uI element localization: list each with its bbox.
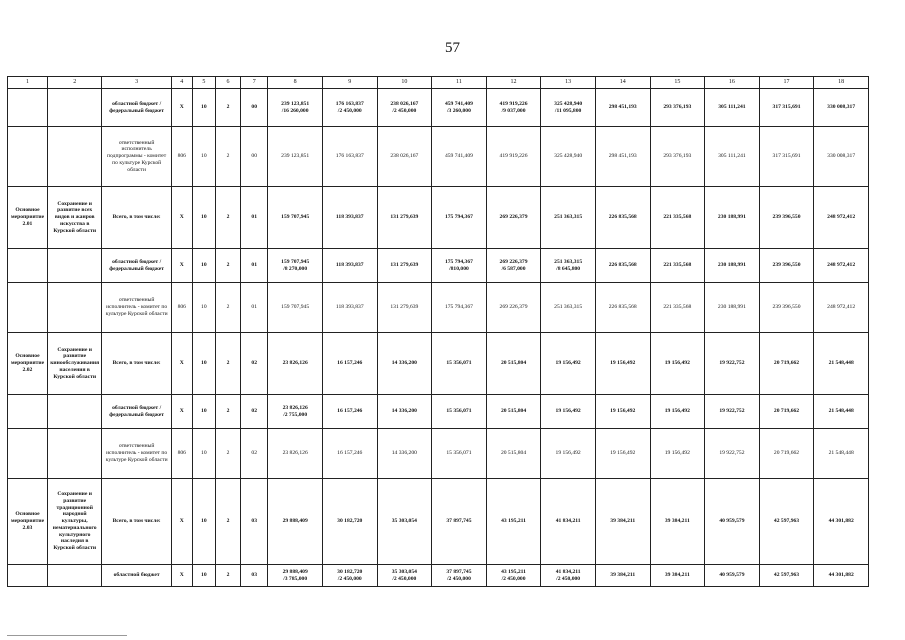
amount-cell: 19 156,492 (541, 429, 596, 479)
code-cell: X (171, 249, 192, 283)
source-cell: областной бюджет (102, 565, 171, 587)
code-cell: 10 (192, 395, 215, 429)
column-header: 6 (215, 77, 240, 89)
code-cell: X (171, 187, 192, 249)
column-header: 17 (759, 77, 814, 89)
amount-cell: 19 156,492 (541, 333, 596, 395)
column-header: 3 (102, 77, 171, 89)
code-cell: 10 (192, 127, 215, 187)
amount-cell: 19 156,492 (595, 429, 650, 479)
amount-cell: 23 826,126 /2 755,000 (268, 395, 323, 429)
amount-cell: 176 163,837 /2 450,000 (322, 89, 377, 127)
code-cell: 2 (215, 429, 240, 479)
amount-cell: 248 972,412 (814, 249, 869, 283)
activity-name-cell (47, 429, 102, 479)
amount-cell: 40 959,579 (705, 565, 760, 587)
amount-cell: 35 303,054 (377, 479, 432, 565)
code-cell: 2 (215, 333, 240, 395)
amount-cell: 317 315,691 (759, 89, 814, 127)
source-cell: Всего, в том числе: (102, 479, 171, 565)
source-cell: Всего, в том числе: (102, 187, 171, 249)
table-row (8, 395, 869, 429)
amount-cell: 251 363,315 /8 645,800 (541, 249, 596, 283)
code-cell: 10 (192, 565, 215, 587)
amount-cell: 230 188,991 (705, 249, 760, 283)
amount-cell: 39 384,211 (650, 479, 705, 565)
amount-cell: 131 279,639 (377, 187, 432, 249)
amount-cell: 39 384,211 (650, 565, 705, 587)
code-cell: X (171, 479, 192, 565)
amount-cell: 175 794,367 (432, 187, 487, 249)
amount-cell: 226 835,568 (595, 283, 650, 333)
amount-cell: 305 111,241 (705, 127, 760, 187)
amount-cell: 419 919,226 (486, 127, 541, 187)
table-row (8, 283, 869, 333)
code-cell: 01 (241, 187, 268, 249)
amount-cell: 23 826,126 (268, 429, 323, 479)
code-cell: 2 (215, 89, 240, 127)
amount-cell: 175 794,367 (432, 283, 487, 333)
amount-cell: 20 515,804 (486, 395, 541, 429)
amount-cell: 269 226,379 /6 587,000 (486, 249, 541, 283)
table-row (8, 187, 869, 249)
amount-cell: 29 888,409 /3 785,000 (268, 565, 323, 587)
code-cell: 00 (241, 89, 268, 127)
amount-cell: 419 919,226 /9 037,000 (486, 89, 541, 127)
amount-cell: 19 156,492 (595, 395, 650, 429)
amount-cell: 20 515,804 (486, 333, 541, 395)
column-header: 9 (322, 77, 377, 89)
amount-cell: 269 226,379 (486, 187, 541, 249)
amount-cell: 15 356,071 (432, 333, 487, 395)
amount-cell: 221 335,568 (650, 187, 705, 249)
code-cell: 2 (215, 249, 240, 283)
amount-cell: 325 428,940 /11 095,800 (541, 89, 596, 127)
amount-cell: 298 451,193 (595, 89, 650, 127)
source-cell: ответственный исполнитель - комитет по культуре Курской области (102, 283, 171, 333)
amount-cell: 21 548,448 (814, 395, 869, 429)
header-row (8, 77, 869, 89)
code-cell: 806 (171, 127, 192, 187)
amount-cell: 251 363,315 (541, 187, 596, 249)
code-cell: 2 (215, 283, 240, 333)
budget-table (7, 76, 869, 587)
table-row (8, 429, 869, 479)
column-header: 12 (486, 77, 541, 89)
code-cell: 10 (192, 283, 215, 333)
amount-cell: 239 123,851 /16 260,000 (268, 89, 323, 127)
amount-cell: 39 384,211 (595, 565, 650, 587)
amount-cell: 305 111,241 (705, 89, 760, 127)
amount-cell: 248 972,412 (814, 283, 869, 333)
amount-cell: 15 356,071 (432, 429, 487, 479)
amount-cell: 251 363,315 (541, 283, 596, 333)
code-cell: 806 (171, 429, 192, 479)
amount-cell: 30 182,720 /2 450,000 (322, 565, 377, 587)
amount-cell: 317 315,691 (759, 127, 814, 187)
page-number: 57 (445, 40, 460, 56)
activity-code-cell (8, 429, 48, 479)
source-cell: ответственный исполнитель подпрограммы - комитет по культуре Курской области (102, 127, 171, 187)
amount-cell: 330 008,317 (814, 89, 869, 127)
column-header: 4 (171, 77, 192, 89)
table-row (8, 127, 869, 187)
source-cell: областной бюджет /федеральный бюджет (102, 89, 171, 127)
amount-cell: 21 548,448 (814, 429, 869, 479)
code-cell: X (171, 333, 192, 395)
amount-cell: 19 922,752 (705, 395, 760, 429)
amount-cell: 19 156,492 (650, 395, 705, 429)
amount-cell: 35 303,054 /2 450,000 (377, 565, 432, 587)
code-cell: 10 (192, 89, 215, 127)
activity-name-cell (47, 395, 102, 429)
column-header: 14 (595, 77, 650, 89)
amount-cell: 44 301,882 (814, 565, 869, 587)
activity-code-cell (8, 395, 48, 429)
footer-rule (7, 635, 127, 636)
amount-cell: 16 157,246 (322, 333, 377, 395)
amount-cell: 248 972,412 (814, 187, 869, 249)
amount-cell: 41 834,211 (541, 479, 596, 565)
activity-name-cell (47, 127, 102, 187)
code-cell: 01 (241, 283, 268, 333)
amount-cell: 459 741,409 /3 260,000 (432, 89, 487, 127)
source-cell: Всего, в том числе: (102, 333, 171, 395)
code-cell: X (171, 395, 192, 429)
amount-cell: 41 834,211 /2 450,000 (541, 565, 596, 587)
column-header: 18 (814, 77, 869, 89)
column-header: 10 (377, 77, 432, 89)
code-cell: 01 (241, 249, 268, 283)
amount-cell: 19 156,492 (541, 395, 596, 429)
code-cell: X (171, 89, 192, 127)
table-row (8, 89, 869, 127)
code-cell: X (171, 565, 192, 587)
amount-cell: 330 008,317 (814, 127, 869, 187)
activity-code-cell (8, 249, 48, 283)
table-row (8, 479, 869, 565)
activity-name-cell: Сохранение и развитие всех видов и жанров искусства в Курской области (47, 187, 102, 249)
amount-cell: 42 597,963 (759, 565, 814, 587)
code-cell: 02 (241, 429, 268, 479)
amount-cell: 118 393,837 (322, 283, 377, 333)
amount-cell: 230 188,991 (705, 187, 760, 249)
amount-cell: 19 922,752 (705, 333, 760, 395)
amount-cell: 29 888,409 (268, 479, 323, 565)
column-header: 5 (192, 77, 215, 89)
column-header: 7 (241, 77, 268, 89)
amount-cell: 19 156,492 (595, 333, 650, 395)
code-cell: 2 (215, 479, 240, 565)
source-cell: ответственный исполнитель - комитет по культуре Курской области (102, 429, 171, 479)
amount-cell: 15 356,071 (432, 395, 487, 429)
activity-name-cell (47, 565, 102, 587)
code-cell: 02 (241, 333, 268, 395)
source-cell: областной бюджет /федеральный бюджет (102, 395, 171, 429)
amount-cell: 118 393,837 (322, 187, 377, 249)
amount-cell: 19 156,492 (650, 333, 705, 395)
column-header: 11 (432, 77, 487, 89)
code-cell: 2 (215, 395, 240, 429)
table-row (8, 249, 869, 283)
code-cell: 10 (192, 187, 215, 249)
amount-cell: 14 336,200 (377, 429, 432, 479)
column-header: 13 (541, 77, 596, 89)
amount-cell: 176 163,837 (322, 127, 377, 187)
code-cell: 10 (192, 429, 215, 479)
amount-cell: 239 396,550 (759, 249, 814, 283)
amount-cell: 19 156,492 (650, 429, 705, 479)
amount-cell: 20 719,662 (759, 333, 814, 395)
amount-cell: 269 226,379 (486, 283, 541, 333)
activity-name-cell (47, 249, 102, 283)
amount-cell: 131 279,639 (377, 249, 432, 283)
code-cell: 00 (241, 127, 268, 187)
amount-cell: 40 959,579 (705, 479, 760, 565)
amount-cell: 175 794,367 /810,000 (432, 249, 487, 283)
code-cell: 10 (192, 479, 215, 565)
amount-cell: 298 451,193 (595, 127, 650, 187)
activity-code-cell: Основное мероприятие 2.01 (8, 187, 48, 249)
table-body (8, 89, 869, 587)
amount-cell: 238 026,167 /2 450,000 (377, 89, 432, 127)
amount-cell: 30 182,720 (322, 479, 377, 565)
amount-cell: 159 707,945 /8 270,000 (268, 249, 323, 283)
amount-cell: 37 897,745 (432, 479, 487, 565)
table-row (8, 565, 869, 587)
amount-cell: 239 123,851 (268, 127, 323, 187)
activity-name-cell: Сохранение и развитие традиционной народной культуры, нематериального культурного наследия в Курской области (47, 479, 102, 565)
amount-cell: 14 336,200 (377, 395, 432, 429)
code-cell: 2 (215, 127, 240, 187)
code-cell: 02 (241, 395, 268, 429)
activity-code-cell (8, 127, 48, 187)
amount-cell: 238 026,167 (377, 127, 432, 187)
amount-cell: 20 719,662 (759, 395, 814, 429)
amount-cell: 293 376,193 (650, 89, 705, 127)
amount-cell: 221 335,568 (650, 283, 705, 333)
source-cell: областной бюджет /федеральный бюджет (102, 249, 171, 283)
amount-cell: 37 897,745 /2 450,000 (432, 565, 487, 587)
table-row (8, 333, 869, 395)
amount-cell: 459 741,409 (432, 127, 487, 187)
activity-code-cell: Основное мероприятие 2.02 (8, 333, 48, 395)
code-cell: 2 (215, 565, 240, 587)
amount-cell: 16 157,246 (322, 429, 377, 479)
activity-name-cell (47, 283, 102, 333)
amount-cell: 118 393,837 (322, 249, 377, 283)
activity-code-cell (8, 283, 48, 333)
code-cell: 10 (192, 249, 215, 283)
code-cell: 10 (192, 333, 215, 395)
amount-cell: 293 376,193 (650, 127, 705, 187)
activity-name-cell (47, 89, 102, 127)
code-cell: 03 (241, 479, 268, 565)
amount-cell: 19 922,752 (705, 429, 760, 479)
amount-cell: 230 188,991 (705, 283, 760, 333)
activity-code-cell: Основное мероприятие 2.03 (8, 479, 48, 565)
column-header: 1 (8, 77, 48, 89)
amount-cell: 159 707,945 (268, 283, 323, 333)
amount-cell: 159 707,945 (268, 187, 323, 249)
amount-cell: 20 515,804 (486, 429, 541, 479)
amount-cell: 43 195,211 /2 450,000 (486, 565, 541, 587)
column-header: 16 (705, 77, 760, 89)
column-header: 15 (650, 77, 705, 89)
amount-cell: 14 336,200 (377, 333, 432, 395)
code-cell: 806 (171, 283, 192, 333)
amount-cell: 16 157,246 (322, 395, 377, 429)
amount-cell: 43 195,211 (486, 479, 541, 565)
column-header: 8 (268, 77, 323, 89)
column-header: 2 (47, 77, 102, 89)
amount-cell: 131 279,639 (377, 283, 432, 333)
amount-cell: 20 719,662 (759, 429, 814, 479)
amount-cell: 44 301,882 (814, 479, 869, 565)
amount-cell: 325 428,940 (541, 127, 596, 187)
activity-name-cell: Сохранение и развитие кинообслуживания населения в Курской области (47, 333, 102, 395)
activity-code-cell (8, 89, 48, 127)
code-cell: 2 (215, 187, 240, 249)
amount-cell: 21 548,448 (814, 333, 869, 395)
amount-cell: 39 384,211 (595, 479, 650, 565)
amount-cell: 221 335,568 (650, 249, 705, 283)
amount-cell: 23 826,126 (268, 333, 323, 395)
amount-cell: 239 396,550 (759, 187, 814, 249)
activity-code-cell (8, 565, 48, 587)
amount-cell: 226 835,568 (595, 187, 650, 249)
code-cell: 03 (241, 565, 268, 587)
amount-cell: 226 835,568 (595, 249, 650, 283)
amount-cell: 42 597,963 (759, 479, 814, 565)
amount-cell: 239 396,550 (759, 283, 814, 333)
